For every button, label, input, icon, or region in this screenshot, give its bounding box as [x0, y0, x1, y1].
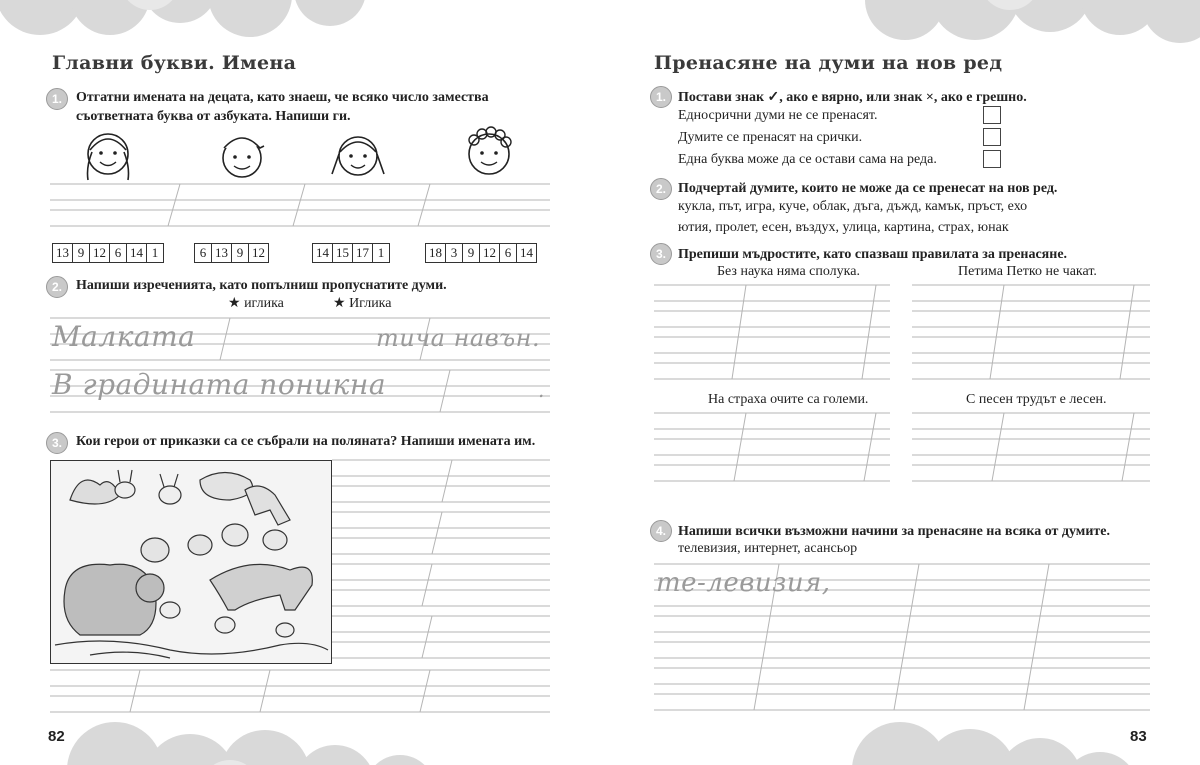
statement-2: Думите се пренасят на срички. — [678, 130, 863, 145]
cursive-period: . — [538, 378, 545, 402]
boy-curly-face-icon — [458, 120, 520, 182]
word-option-1: ★ иглика — [228, 296, 284, 311]
star-icon: ★ — [333, 296, 346, 311]
page-number-left: 82 — [48, 728, 65, 745]
right-page-title: Пренасяне на думи на нов ред — [654, 52, 1003, 74]
writing-lines-task3-bottom[interactable] — [50, 664, 550, 720]
task3-instructions: Кои герои от приказки са се събрали на поляната? Напиши имената им. — [76, 434, 536, 449]
saying-2: Петима Петко не чакат. — [958, 264, 1097, 279]
cursive-sample: В градината поникна — [52, 368, 387, 401]
cursive-sample: Малката — [52, 320, 196, 353]
task1-right-instructions: Постави знак ✓, ако е вярно, или знак ×, ако е грешно. — [678, 90, 1027, 105]
statement-1-checkbox[interactable] — [983, 106, 1001, 124]
statement-2-checkbox[interactable] — [983, 128, 1001, 146]
word-list-line2: ютия, пролет, есен, въздух, улица, картина, страх, юнак — [678, 220, 1009, 235]
task4-right-instructions: Напиши всички възможни начини за пренасяне на всяка от думите. — [678, 524, 1111, 539]
boy-cap-face-icon — [212, 126, 272, 182]
saying-1: Без наука няма сполука. — [717, 264, 860, 279]
cursive-sample: те-левизия, — [656, 568, 831, 598]
task2-right-instructions: Подчертай думите, които не може да се пренесат на нов ред. — [678, 181, 1058, 196]
saying-4: С песен трудът е лесен. — [966, 392, 1107, 407]
code-group-3: 14 15 17 1 — [312, 243, 389, 263]
writing-lines-task1[interactable] — [50, 182, 550, 232]
fairy-tale-animals-illustration — [50, 460, 332, 664]
task1-instructions: Отгатни имената на децата, като знаеш, че всяко число замества съответната буква от азбуката. Напиши ги. — [76, 90, 489, 124]
saying-3: На страха очите са големи. — [708, 392, 869, 407]
statement-1: Едносрични думи не се пренасят. — [678, 108, 878, 123]
girl-braids-face-icon — [78, 122, 138, 182]
task2-instructions: Напиши изреченията, като попълниш пропуснатите думи. — [76, 278, 447, 293]
task-number-badge: 2. — [650, 178, 672, 200]
star-icon: ★ — [228, 296, 241, 311]
task3-right-instructions: Препиши мъдростите, като спазваш правилата за пренасяне. — [678, 247, 1068, 262]
task-number-badge: 1. — [650, 86, 672, 108]
writing-lines-task3-sayings[interactable] — [654, 282, 1150, 482]
task-number-badge: 2. — [46, 276, 68, 298]
left-page-title: Главни букви. Имена — [52, 52, 297, 74]
statement-3-checkbox[interactable] — [983, 150, 1001, 168]
task-number-badge: 4. — [650, 520, 672, 542]
code-group-1: 13 9 12 6 14 1 — [52, 243, 163, 263]
task-number-badge: 3. — [650, 243, 672, 265]
code-group-4: 18 3 9 12 6 14 — [425, 243, 536, 263]
word-list-line1: кукла, път, игра, куче, облак, дъга, дъжд, камък, пръст, ехо — [678, 199, 1028, 214]
task-number-badge: 1. — [46, 88, 68, 110]
word-option-2: ★ Иглика — [333, 296, 392, 311]
page-number-right: 83 — [1130, 728, 1147, 745]
code-group-2: 6 13 9 12 — [194, 243, 268, 263]
task4-word-list: телевизия, интернет, асансьор — [678, 541, 858, 556]
cursive-sample: тича навън. — [376, 324, 541, 352]
statement-3: Една буква може да се остави сама на реда. — [678, 152, 937, 167]
task-number-badge: 3. — [46, 432, 68, 454]
girl-pigtails-face-icon — [326, 124, 390, 184]
